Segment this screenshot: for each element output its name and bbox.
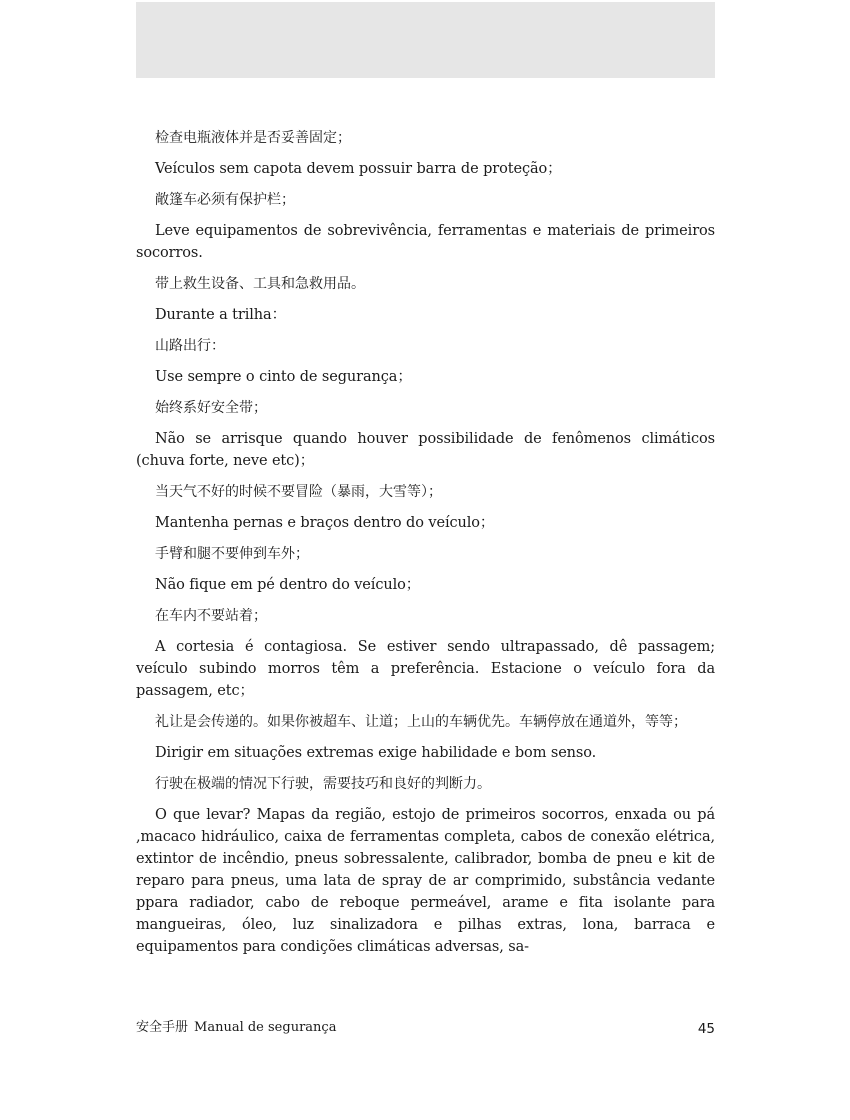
paragraph: 山路出行：: [155, 338, 225, 354]
footer-title-zh: 安全手册: [136, 1020, 189, 1035]
paragraph: Veículos sem capota devem possuir barra de proteção；: [155, 161, 562, 177]
paragraph: Durante a trilha：: [155, 307, 286, 323]
paragraph: 在车内不要站着；: [155, 608, 267, 624]
footer-title: [136, 1018, 336, 1038]
paragraph: 敞篷车必须有保护栏；: [155, 192, 295, 208]
page-footer: [136, 1018, 715, 1042]
paragraph: 当天气不好的时候不要冒险（暴雨，大雪等）；: [155, 484, 442, 500]
paragraph: Mantenha pernas e braços dentro do veículo；: [155, 515, 495, 531]
page-number: 45: [697, 1021, 715, 1037]
page-body: [136, 127, 715, 967]
paragraph: 带上救生设备、工具和急救用品。: [155, 276, 365, 292]
paragraph: 手臂和腿不要伸到车外；: [155, 546, 309, 562]
paragraph: 礼让是会传递的。如果你被超车、让道；上山的车辆优先。车辆停放在通道外，等等；: [155, 714, 687, 730]
footer-title-pt: Manual de segurança: [194, 1020, 337, 1035]
paragraph: A cortesia é contagiosa. Se estiver sendo ultrapassado, dê passagem; veículo subindo morros têm a preferência. Estacione o veículo fora da passagem, etc；: [136, 639, 715, 699]
paragraph: Não se arrisque quando houver possibilidade de fenômenos climáticos (chuva forte, neve etc)；: [136, 431, 715, 469]
paragraph: Não fique em pé dentro do veículo；: [155, 577, 421, 593]
paragraph: Leve equipamentos de sobrevivência, ferramentas e materiais de primeiros socorros.: [136, 223, 715, 261]
paragraph: Dirigir em situações extremas exige habilidade e bom senso.: [155, 745, 597, 761]
header-band: [136, 2, 715, 78]
paragraph: 检查电瓶液体并是否妥善固定；: [155, 130, 351, 146]
paragraph: Use sempre o cinto de segurança；: [155, 369, 412, 385]
paragraph: O que levar? Mapas da região, estojo de primeiros socorros, enxada ou pá ,macaco hidráulico, caixa de ferramentas completa, cabos de conexão elétrica, extintor de incêndio, pneus sobressalente, calibrador, bomba de pneu e kit de reparo para pneus, uma lata de spray de ar comprimido, substância vedante ppara radiador, cabo de reboque permeável, arame e fita isolante para mangueiras, óleo, luz sinalizadora e pilhas extras, lona, barraca e equipamentos para condições climáticas adversas, sa-: [136, 807, 715, 955]
paragraph: 始终系好安全带；: [155, 400, 267, 416]
paragraph: 行驶在极端的情况下行驶，需要技巧和良好的判断力。: [155, 776, 491, 792]
